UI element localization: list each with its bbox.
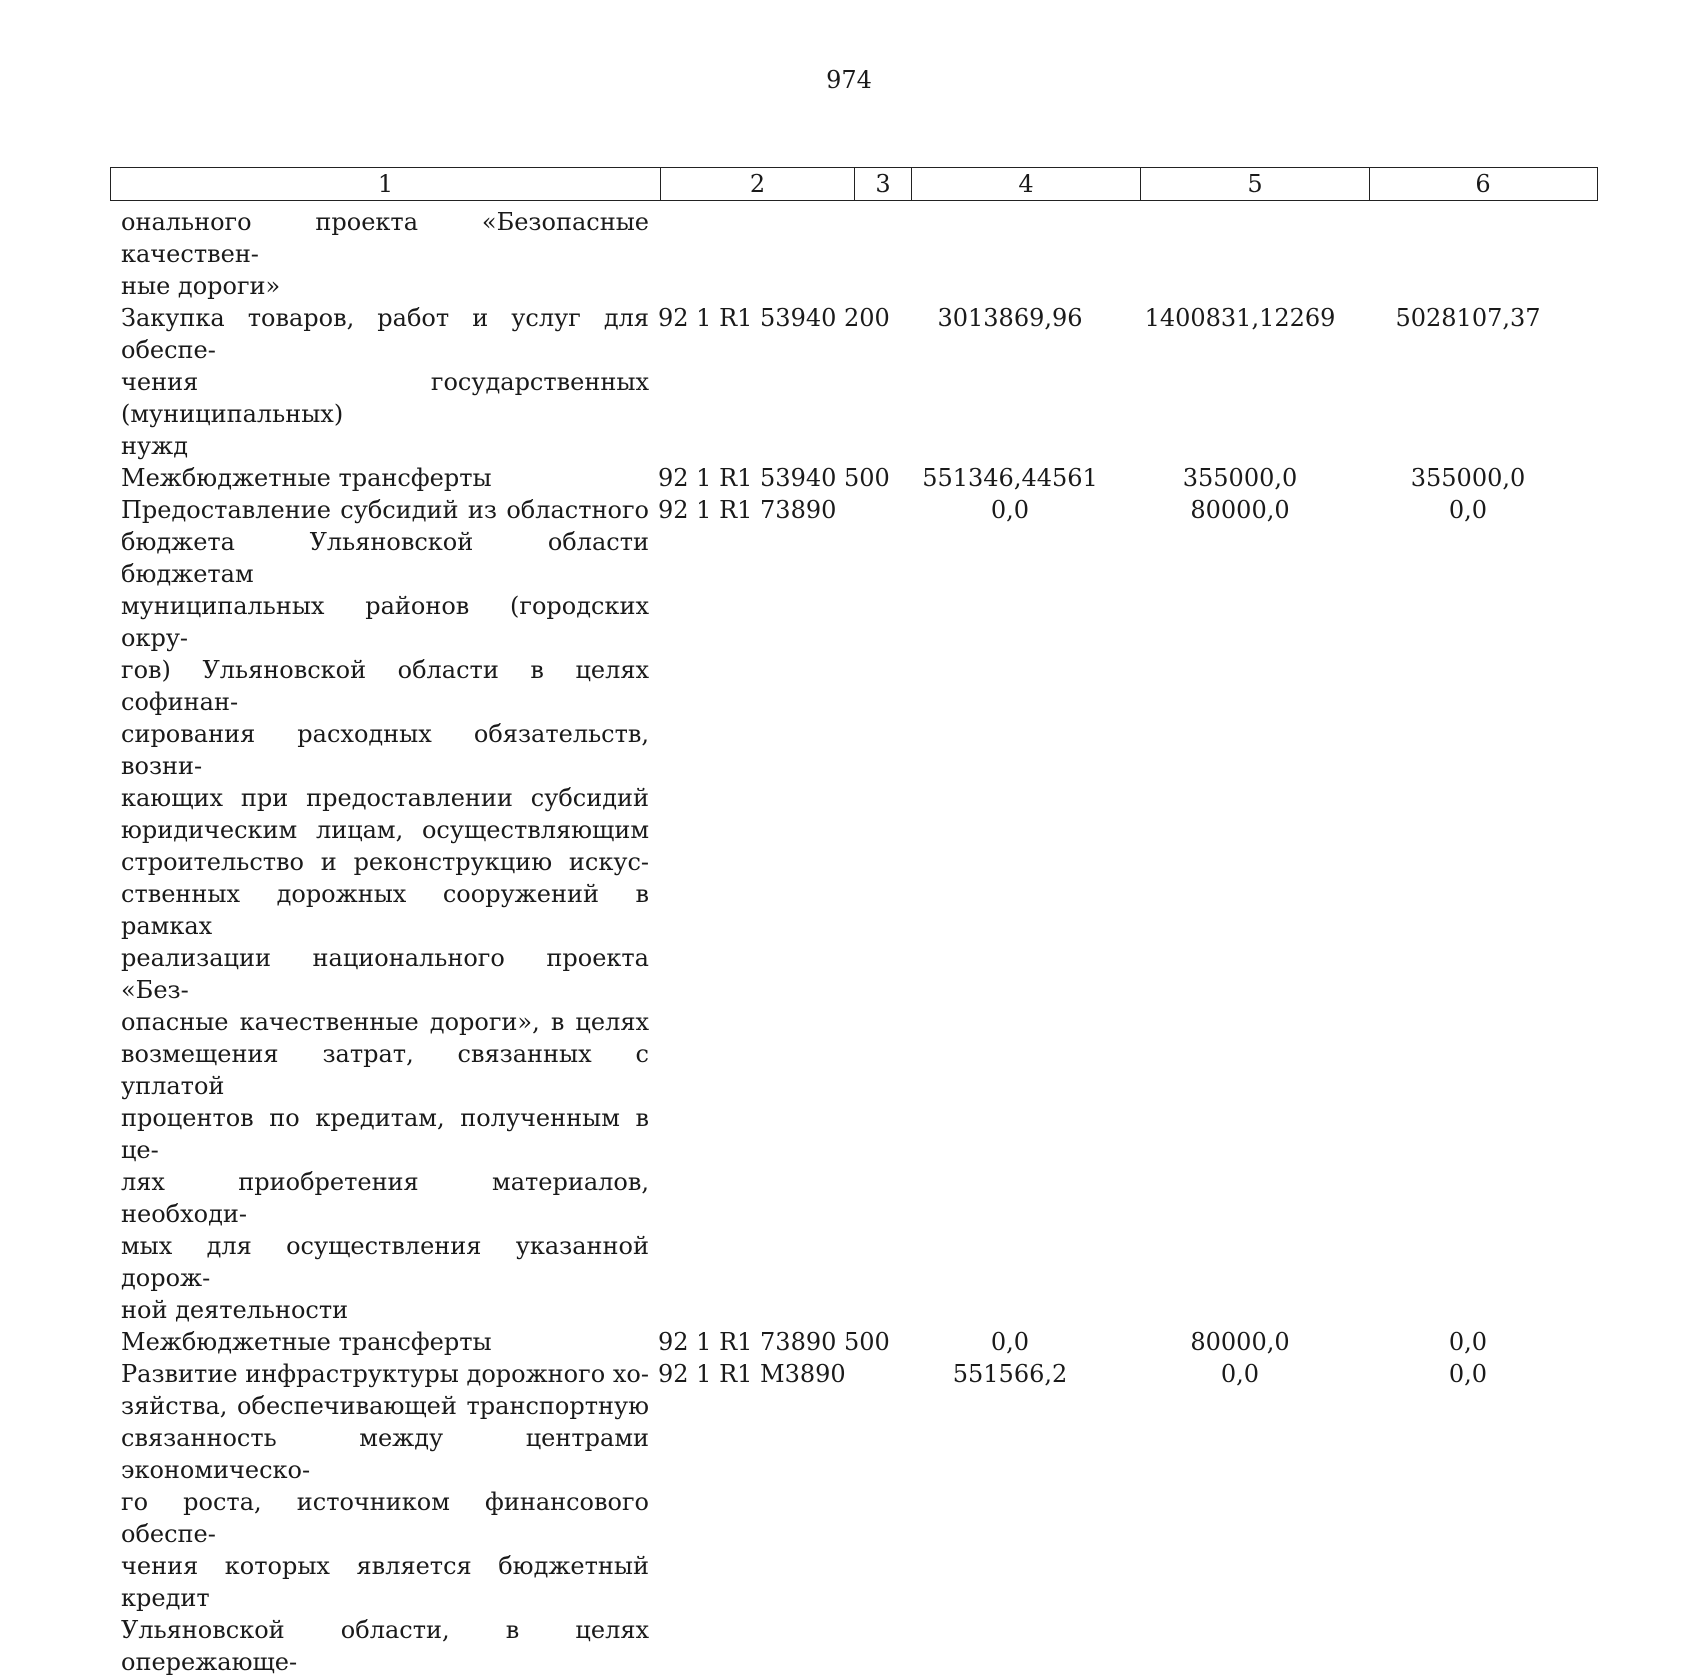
row-value-3: 0,0 (1448, 1360, 1488, 1388)
row-value-3: 355000,0 (1410, 464, 1526, 492)
row-code: 92 1 R1 M3890 (658, 1360, 846, 1388)
header-col-4: 4 (912, 168, 1141, 200)
header-col-3: 3 (855, 168, 912, 200)
description-line: связанность между центрами экономическо- (121, 1424, 649, 1484)
header-col-1: 1 (111, 168, 661, 200)
description-line: ственных дорожных сооружений в рамках (121, 880, 649, 940)
row-value-3: 0,0 (1448, 496, 1488, 524)
description-line: бюджета Ульяновской области бюджетам (121, 528, 649, 588)
row-description (121, 1326, 649, 1358)
row-value-1: 0,0 (990, 496, 1030, 524)
description-line: зяйства, обеспечивающей транспортную (121, 1392, 649, 1420)
description-line: онального проекта «Безопасные качествен- (121, 208, 649, 268)
table-body (121, 206, 1601, 1678)
row-description (121, 302, 649, 462)
row-value-1: 3013869,96 (937, 304, 1083, 332)
row-value-1 (894, 206, 1126, 302)
header-col-5: 5 (1141, 168, 1370, 200)
row-type (844, 206, 894, 302)
description-line: мых для осуществления указанной дорож- (121, 1232, 649, 1292)
description-line: кающих при предоставлении субсидий (121, 784, 649, 812)
description-line: муниципальных районов (городских окру- (121, 592, 649, 652)
header-col-2: 2 (661, 168, 855, 200)
page-number: 974 (826, 66, 872, 94)
row-type: 200 (844, 304, 890, 332)
row-type (844, 1358, 894, 1678)
table-row (121, 302, 1601, 462)
description-line: го роста, источником финансового обеспе- (121, 1488, 649, 1548)
description-line: сирования расходных обязательств, возни- (121, 720, 649, 780)
row-type (844, 494, 894, 1326)
table-header (110, 167, 1598, 201)
description-line: Закупка товаров, работ и услуг для обеспе- (121, 304, 649, 364)
row-value-3: 0,0 (1448, 1328, 1488, 1356)
row-value-3 (1354, 206, 1582, 302)
description-line: строительство и реконструкцию искус- (121, 848, 649, 876)
row-value-2: 80000,0 (1190, 1328, 1290, 1356)
row-value-1: 551566,2 (952, 1360, 1068, 1388)
table-row (121, 1358, 1601, 1678)
row-type: 500 (844, 464, 890, 492)
row-description (121, 1358, 649, 1678)
header-col-6: 6 (1475, 170, 1491, 198)
row-value-3: 5028107,37 (1395, 304, 1541, 332)
row-value-2 (1126, 206, 1354, 302)
description-line: чения государственных (муниципальных) (121, 368, 649, 428)
row-value-1: 0,0 (990, 1328, 1030, 1356)
row-description (121, 206, 649, 302)
table-row (121, 1326, 1601, 1358)
row-code: 92 1 R1 73890 (658, 496, 837, 524)
description-line: ные дороги» (121, 272, 281, 300)
description-line: ной деятельности (121, 1296, 349, 1324)
description-line: лях приобретения материалов, необходи- (121, 1168, 649, 1228)
description-line: нужд (121, 432, 188, 460)
description-line: реализации национального проекта «Без- (121, 944, 649, 1004)
description-line: гов) Ульяновской области в целях софинан- (121, 656, 649, 716)
description-line: Ульяновской области, в целях опережающе- (121, 1616, 649, 1676)
row-type: 500 (844, 1328, 890, 1356)
row-value-2: 355000,0 (1182, 464, 1298, 492)
table-row (121, 206, 1601, 302)
description-line: процентов по кредитам, полученным в це- (121, 1104, 649, 1164)
description-line: Межбюджетные трансферты (121, 1328, 492, 1356)
table-row (121, 494, 1601, 1326)
description-line: Развитие инфраструктуры дорожного хо- (121, 1360, 649, 1388)
row-code: 92 1 R1 53940 (658, 304, 837, 332)
row-description (121, 462, 649, 494)
row-code: 92 1 R1 73890 (658, 1328, 837, 1356)
row-description (121, 494, 649, 1326)
row-value-2: 1400831,12269 (1144, 304, 1336, 332)
row-code (649, 206, 844, 302)
description-line: юридическим лицам, осуществляющим (121, 816, 649, 844)
description-line: Межбюджетные трансферты (121, 464, 492, 492)
row-value-2: 0,0 (1220, 1360, 1260, 1388)
row-value-2: 80000,0 (1190, 496, 1290, 524)
row-value-1: 551346,44561 (922, 464, 1098, 492)
table-row (121, 462, 1601, 494)
description-line: возмещения затрат, связанных с уплатой (121, 1040, 649, 1100)
description-line: Предоставление субсидий из областного (121, 496, 649, 524)
row-code: 92 1 R1 53940 (658, 464, 837, 492)
description-line: чения которых является бюджетный кредит (121, 1552, 649, 1612)
description-line: опасные качественные дороги», в целях (121, 1008, 649, 1036)
